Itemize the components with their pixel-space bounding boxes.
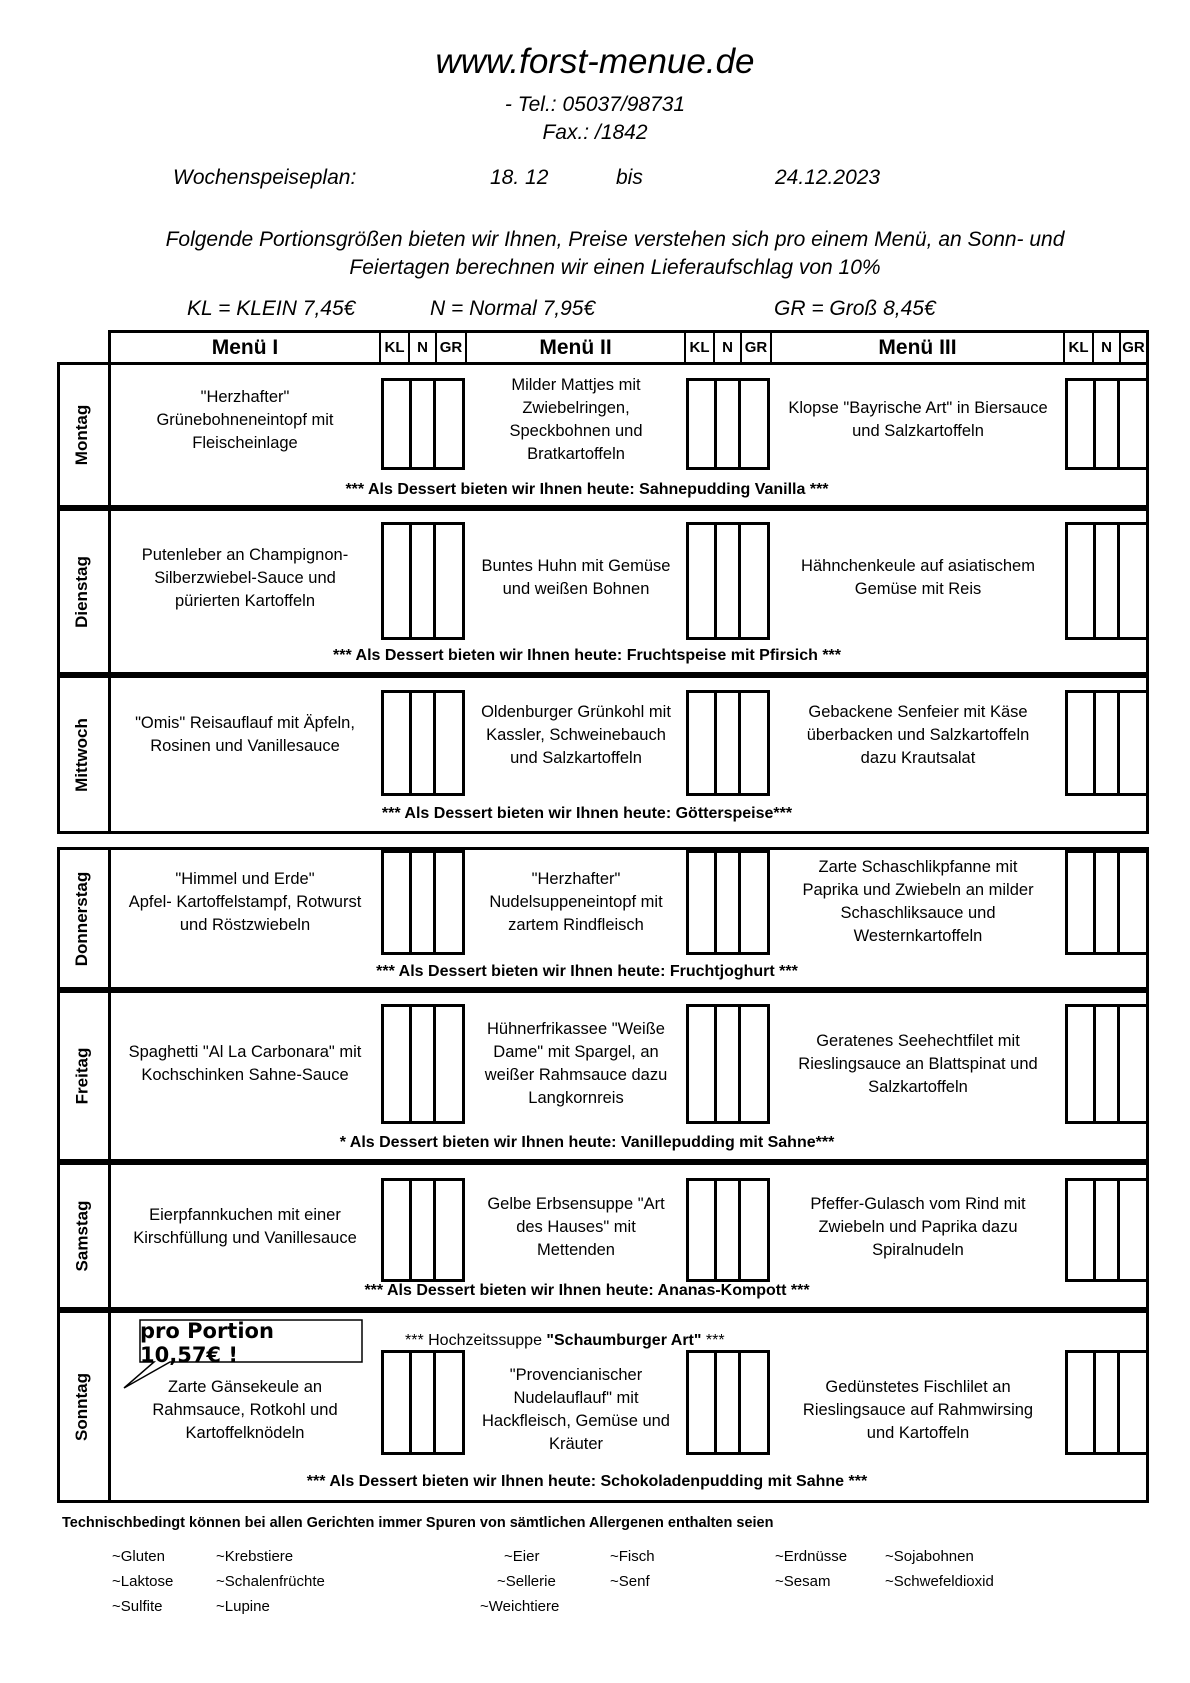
order-box-divider bbox=[1093, 850, 1120, 955]
order-box-divider bbox=[714, 1178, 741, 1282]
day-name: Freitag bbox=[72, 1047, 91, 1105]
order-box-divider bbox=[409, 522, 436, 640]
price-klein: KL = KLEIN 7,45€ bbox=[187, 297, 356, 320]
day-label bbox=[57, 1162, 107, 1310]
day-inner-border bbox=[108, 990, 111, 1162]
allergen-item: ~Senf bbox=[610, 1573, 650, 1590]
menu1-dish: Eierpfannkuchen mit einer Kirschfüllung und Vanillesauce bbox=[133, 1206, 357, 1247]
order-box-menu3[interactable] bbox=[1065, 850, 1149, 955]
order-box-divider bbox=[409, 378, 436, 470]
menu3-dish: Gebackene Senfeier mit Käse überbacken und Salzkartoffeln dazu Krautsalat bbox=[806, 702, 1030, 767]
day-top-border bbox=[57, 990, 1149, 993]
order-box-menu3[interactable] bbox=[1065, 1004, 1149, 1124]
day-top-border bbox=[57, 1310, 1149, 1313]
order-box-menu3[interactable] bbox=[1065, 1178, 1149, 1282]
day-top-border bbox=[57, 362, 1149, 365]
order-box-divider bbox=[714, 1004, 741, 1124]
menu1-dish: Spaghetti "Al La Carbonara" mit Kochschinken Sahne-Sauce bbox=[128, 1043, 362, 1084]
day-label bbox=[57, 675, 107, 834]
day-top-border bbox=[57, 675, 1149, 678]
col-menu2-n: N bbox=[722, 339, 733, 356]
menu2-dish: Gelbe Erbsensuppe "Art des Hauses" mit Mettenden bbox=[487, 1194, 665, 1259]
col-menu3-kl: KL bbox=[1068, 339, 1089, 356]
menu2-dish: "Herzhafter" Nudelsuppeneintopf mit zartem Rindfleisch bbox=[489, 869, 663, 934]
allergen-item: ~Sellerie bbox=[497, 1573, 556, 1590]
dessert-line: *** Als Dessert bieten wir Ihnen heute: Schokoladenpudding mit Sahne *** bbox=[306, 1473, 868, 1490]
day-inner-border bbox=[108, 1162, 111, 1310]
telephone: - Tel.: 05037/98731 bbox=[504, 93, 686, 116]
menu2-dish: "Provencianischer Nudelauflauf" mit Hackfleisch, Gemüse und Kräuter bbox=[481, 1366, 670, 1453]
order-box-divider bbox=[1093, 1350, 1120, 1455]
order-box-menu1[interactable] bbox=[381, 850, 465, 955]
allergen-item: ~Sesam bbox=[775, 1573, 831, 1590]
day-name: Mittwoch bbox=[72, 717, 91, 792]
allergen-item: ~Gluten bbox=[112, 1548, 165, 1565]
header-right-border bbox=[1146, 330, 1149, 363]
dessert-line: *** Als Dessert bieten wir Ihnen heute: Fruchtjoghurt *** bbox=[376, 963, 798, 980]
week-bis: bis bbox=[616, 166, 643, 189]
order-box-divider bbox=[714, 850, 741, 955]
day-inner-border bbox=[108, 508, 111, 675]
order-box-divider bbox=[409, 1350, 436, 1455]
day-inner-border bbox=[108, 362, 111, 508]
order-box-divider bbox=[714, 378, 741, 470]
soup-prefix: *** Hochzeitssuppe bbox=[405, 1332, 547, 1349]
day-name: Samstag bbox=[72, 1200, 91, 1272]
allergen-item: ~Schwefeldioxid bbox=[885, 1573, 994, 1590]
day-inner-border bbox=[108, 1310, 111, 1503]
col-menu3: Menü III bbox=[878, 335, 957, 359]
day-bottom-border bbox=[57, 1500, 1149, 1503]
day-top-border bbox=[57, 1162, 1149, 1165]
day-name: Donnerstag bbox=[72, 871, 91, 966]
price-gross: GR = Groß 8,45€ bbox=[774, 297, 936, 320]
order-box-menu1[interactable] bbox=[381, 378, 465, 470]
allergen-item: ~Eier bbox=[504, 1548, 540, 1565]
menu1-dish: "Herzhafter" Grünebohneneintopf mit Fleischeinlage bbox=[156, 387, 334, 452]
order-box-menu1[interactable] bbox=[381, 690, 465, 796]
menu3-dish: Zarte Schaschlikpfanne mit Paprika und Zwiebeln an milder Schaschliksauce und Westernkartoffeln bbox=[802, 858, 1034, 945]
order-box-menu1[interactable] bbox=[381, 522, 465, 640]
week-from: 18. 12 bbox=[490, 166, 549, 189]
day-name: Montag bbox=[72, 404, 91, 466]
order-box-divider bbox=[1093, 1004, 1120, 1124]
day-name: Dienstag bbox=[72, 555, 92, 628]
order-box-menu2[interactable] bbox=[686, 850, 770, 955]
menu1-dish: "Himmel und Erde" Apfel- Kartoffelstampf, Rotwurst und Röstzwiebeln bbox=[128, 869, 362, 934]
day-label bbox=[57, 847, 107, 990]
menu3-dish: Geratenes Seehechtfilet mit Rieslingsauce an Blattspinat und Salzkartoffeln bbox=[798, 1031, 1038, 1096]
col-menu3-n: N bbox=[1101, 339, 1112, 356]
day-top-border bbox=[57, 508, 1149, 511]
allergen-item: ~Erdnüsse bbox=[775, 1548, 848, 1565]
sunday-soup bbox=[405, 1332, 725, 1350]
soup-name: "Schaumburger Art" bbox=[546, 1332, 702, 1349]
col-menu2-kl: KL bbox=[689, 339, 710, 356]
menu1-dish: "Omis" Reisauflauf mit Äpfeln, Rosinen und Vanillesauce bbox=[135, 714, 355, 755]
price-normal: N = Normal 7,95€ bbox=[430, 297, 596, 320]
fax: Fax.: /1842 bbox=[542, 121, 648, 144]
dessert-line: * Als Dessert bieten wir Ihnen heute: Vanillepudding mit Sahne*** bbox=[339, 1134, 835, 1151]
col-menu1-kl: KL bbox=[384, 339, 405, 356]
order-box-divider bbox=[1093, 522, 1120, 640]
intro-line-1: Folgende Portionsgrößen bieten wir Ihnen, Preise verstehen sich pro einem Menü, an Sonn- und bbox=[165, 228, 1065, 251]
menu3-dish: Hähnchenkeule auf asiatischem Gemüse mit Reis bbox=[801, 557, 1035, 598]
menu2-dish: Milder Mattjes mit Zwiebelringen, Speckbohnen und Bratkartoffeln bbox=[509, 376, 643, 463]
col-menu1: Menü I bbox=[211, 335, 279, 359]
week-to: 24.12.2023 bbox=[775, 166, 881, 189]
col-menu3-gr: GR bbox=[1122, 339, 1145, 356]
order-box-divider bbox=[714, 690, 741, 796]
menu2-dish: Oldenburger Grünkohl mit Kassler, Schweinebauch und Salzkartoffeln bbox=[481, 702, 671, 767]
menu2-dish: Hühnerfrikassee "Weiße Dame" mit Spargel, an weißer Rahmsauce dazu Langkornreis bbox=[484, 1020, 668, 1107]
order-box-menu3[interactable] bbox=[1065, 378, 1149, 470]
day-label bbox=[57, 990, 107, 1162]
col-menu1-gr: GR bbox=[439, 339, 463, 356]
col-menu2-gr: GR bbox=[744, 339, 768, 356]
order-box-divider bbox=[1093, 690, 1120, 796]
order-box-divider bbox=[409, 1178, 436, 1282]
order-box-divider bbox=[714, 1350, 741, 1455]
order-box-menu3[interactable] bbox=[1065, 690, 1149, 796]
week-label: Wochenspeiseplan: bbox=[173, 166, 357, 189]
col-menu1-n: N bbox=[417, 339, 428, 356]
allergen-item: ~Sulfite bbox=[112, 1598, 163, 1615]
intro-line-2: Feiertagen berechnen wir einen Lieferaufschlag von 10% bbox=[349, 256, 881, 279]
order-box-menu2[interactable] bbox=[686, 1350, 770, 1455]
day-bottom-border bbox=[57, 831, 1149, 834]
allergen-item: ~Sojabohnen bbox=[885, 1548, 974, 1565]
callout-text: pro Portion 10,57€ ! bbox=[140, 1319, 274, 1367]
allergen-item: ~Laktose bbox=[112, 1573, 174, 1590]
dessert-line: *** Als Dessert bieten wir Ihnen heute: Götterspeise*** bbox=[381, 805, 793, 822]
menu3-dish: Klopse "Bayrische Art" in Biersauce und Salzkartoffeln bbox=[788, 399, 1048, 440]
order-box-menu2[interactable] bbox=[686, 690, 770, 796]
menu1-dish: Zarte Gänsekeule an Rahmsauce, Rotkohl und Kartoffelknödeln bbox=[152, 1377, 338, 1442]
order-box-menu1[interactable] bbox=[381, 1178, 465, 1282]
order-box-menu3[interactable] bbox=[1065, 1350, 1149, 1455]
allergen-item: ~Weichtiere bbox=[480, 1598, 560, 1615]
order-box-menu2[interactable] bbox=[686, 378, 770, 470]
order-box-menu2[interactable] bbox=[686, 1178, 770, 1282]
dessert-line: *** Als Dessert bieten wir Ihnen heute: Sahnepudding Vanilla *** bbox=[345, 481, 829, 498]
website-title: www.forst-menue.de bbox=[435, 42, 755, 81]
menu3-dish: Gedünstetes Fischlilet an Rieslingsauce auf Rahmwirsing und Kartoffeln bbox=[802, 1377, 1034, 1442]
intro-text bbox=[110, 226, 1120, 282]
allergen-note: Technischbedingt können bei allen Gerichten immer Spuren von sämtlichen Allergenen enthalten seien bbox=[62, 1515, 774, 1531]
menu3-dish: Pfeffer-Gulasch vom Rind mit Zwiebeln und Paprika dazu Spiralnudeln bbox=[810, 1194, 1026, 1259]
menu2-dish: Buntes Huhn mit Gemüse und weißen Bohnen bbox=[481, 557, 671, 598]
day-label bbox=[57, 508, 107, 675]
col-menu2: Menü II bbox=[539, 335, 612, 359]
dessert-line: *** Als Dessert bieten wir Ihnen heute: Fruchtspeise mit Pfirsich *** bbox=[333, 647, 841, 664]
order-box-divider bbox=[1093, 1178, 1120, 1282]
allergen-item: ~Fisch bbox=[610, 1548, 655, 1565]
allergen-item: ~Lupine bbox=[216, 1598, 270, 1615]
order-box-menu2[interactable] bbox=[686, 1004, 770, 1124]
order-box-divider bbox=[1093, 378, 1120, 470]
order-box-menu1[interactable] bbox=[381, 1350, 465, 1455]
menu1-dish: Putenleber an Champignon- Silberzwiebel-Sauce und pürierten Kartoffeln bbox=[141, 545, 349, 610]
day-label bbox=[57, 1310, 107, 1503]
day-inner-border bbox=[108, 675, 111, 834]
order-box-divider bbox=[409, 690, 436, 796]
order-box-divider bbox=[714, 522, 741, 640]
soup-suffix: *** bbox=[701, 1332, 725, 1349]
day-name: Sonntag bbox=[72, 1372, 91, 1441]
day-label bbox=[57, 362, 107, 508]
order-box-menu1[interactable] bbox=[381, 1004, 465, 1124]
allergen-item: ~Krebstiere bbox=[216, 1548, 294, 1565]
order-box-divider bbox=[409, 850, 436, 955]
allergen-item: ~Schalenfrüchte bbox=[216, 1573, 325, 1590]
order-box-divider bbox=[409, 1004, 436, 1124]
day-inner-border bbox=[108, 847, 111, 990]
order-box-menu2[interactable] bbox=[686, 522, 770, 640]
dessert-line: *** Als Dessert bieten wir Ihnen heute: Ananas-Kompott *** bbox=[364, 1282, 810, 1299]
order-box-menu3[interactable] bbox=[1065, 522, 1149, 640]
